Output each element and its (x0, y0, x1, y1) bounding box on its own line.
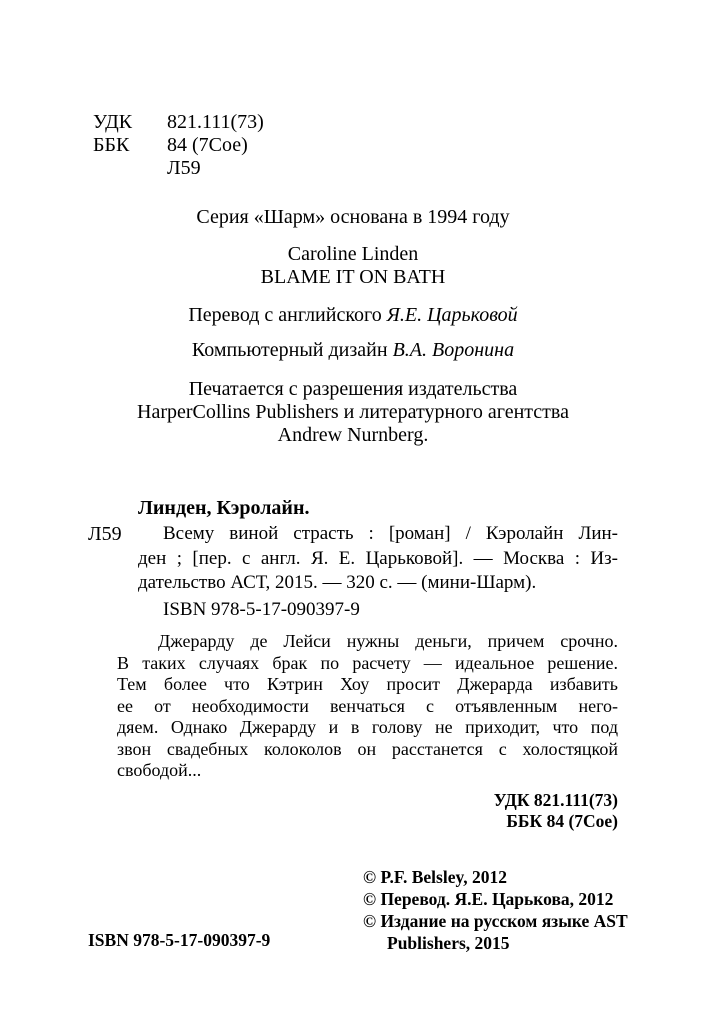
original-title-block (88, 243, 618, 289)
original-title: BLAME IT ON BATH (260, 266, 446, 288)
bbk-row (93, 134, 264, 157)
annotation (117, 631, 618, 782)
series-note: Серия «Шарм» основана в 1994 году (196, 206, 510, 228)
catalog-codes-right (117, 790, 618, 831)
catalog-author-heading: Линден, Кэролайн. (138, 497, 310, 519)
annotation-line: Тем более что Кэтрин Хоу просит Джерарда избавить (117, 674, 618, 694)
classification-codes (93, 111, 264, 180)
translation-credit-prefix: Перевод с английского (188, 304, 387, 326)
copyright-line: © Издание на русском языке AST (363, 911, 628, 931)
design-credit-prefix: Компьютерный дизайн (191, 339, 393, 361)
annotation-line: свободой... (117, 760, 202, 780)
copyright-line: Publishers, 2015 (387, 933, 510, 953)
annotation-line: дяем. Однако Джерарду и в голову не приходит, что под (117, 717, 618, 737)
permission-line: Печатается с разрешения издательства (188, 378, 518, 400)
bbk-value: 84 (7Сое) (167, 134, 248, 156)
translator-name: Я.Е. Царьковой (386, 304, 518, 326)
design-credit (88, 339, 618, 362)
annotation-line: звон свадебных колоколов он расстанется с холостяцкой (117, 738, 618, 759)
copyright-block (363, 866, 663, 954)
udk-value: 821.111(73) (167, 111, 264, 133)
catalog-isbn: ISBN 978-5-17-090397-9 (163, 599, 360, 620)
catalog-description-line: дательство АСТ, 2015. — 320 с. — (мини-Шарм). (138, 572, 537, 593)
footer-isbn: ISBN 978-5-17-090397-9 (88, 930, 271, 950)
udk-row (93, 111, 264, 134)
annotation-line: ее от необходимости венчаться с отъявленным него- (117, 695, 618, 716)
catalog-description (138, 522, 618, 596)
original-author: Caroline Linden (287, 243, 419, 265)
permission-line: Andrew Nurnberg. (277, 424, 429, 446)
author-code-spacer (93, 157, 167, 180)
author-code-row (93, 157, 264, 180)
catalog-description-line: ден ; [пер. с англ. Я. Е. Царьковой]. — Москва : Из- (138, 547, 618, 569)
annotation-line: Джерарду де Лейси нужны деньги, причем срочно. (158, 631, 618, 651)
author-code: Л59 (167, 157, 201, 179)
permission-note (88, 378, 618, 447)
copyright-line: © P.F. Belsley, 2012 (363, 867, 508, 887)
copyright-line: © Перевод. Я.Е. Царькова, 2012 (363, 889, 614, 909)
udk-label: УДК (93, 111, 133, 133)
catalog-margin-code: Л59 (88, 523, 122, 545)
annotation-line: В таких случаях брак по расчету — идеальное решение. (117, 652, 618, 673)
permission-line: HarperCollins Publishers и литературного агентства (137, 401, 569, 423)
catalog-udk-line: УДК 821.111(73) (493, 790, 618, 810)
designer-name: В.А. Воронина (392, 339, 515, 361)
catalog-description-line: Всему виной страсть : [роман] / Кэролайн Лин- (163, 523, 618, 544)
bbk-label: ББК (93, 134, 130, 156)
translation-credit (88, 304, 618, 327)
catalog-bbk-line: ББК 84 (7Сое) (506, 810, 618, 831)
